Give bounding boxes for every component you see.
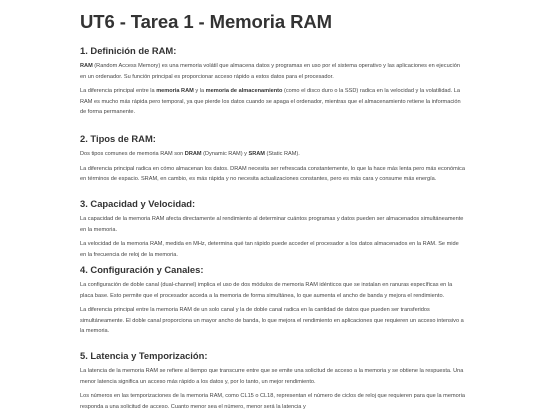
paragraph: La latencia de la memoria RAM se refiere al tiempo que transcurre entre que se emite una solicitud de acceso a la memoria y se obtiene la respuesta. Una menor latencia significa un acceso más rápido a los datos y, por lo tanto, un mejor rendimiento. xyxy=(80,368,464,385)
text-run: (como el disco duro o la SSD) radica en la velocidad y la volatilidad. La RAM es mucho más rápida pero temporal, ya que pierde los datos cuando se apaga el ordenador, mientras que el almacenamiento retiene la información de forma permanente. xyxy=(80,88,461,115)
section-heading: 4. Configuración y Canales: xyxy=(80,264,204,275)
text-run: (Dynamic RAM) y xyxy=(201,151,249,157)
paragraph: La capacidad de la memoria RAM afecta directamente al rendimiento al determinar cuántos programas y datos pueden ser almacenados simultáneamente en la memoria. xyxy=(80,216,464,233)
bold-term: memoria RAM xyxy=(156,88,194,94)
section-heading: 3. Capacidad y Velocidad: xyxy=(80,198,196,209)
paragraph: La diferencia principal entre la memoria RAM de un solo canal y la de doble canal radica en la cantidad de datos que pueden ser transferidos simultáneamente. El doble canal proporciona un mayor ancho de banda, lo que mejora el rendimiento en aplicaciones que requieren un acceso intensivo a la memoria. xyxy=(80,307,464,334)
text-run: La diferencia principal entre la xyxy=(80,88,157,94)
paragraph xyxy=(80,61,465,82)
document-page xyxy=(80,0,465,410)
paragraph: Los números en las temporizaciones de la memoria RAM, como CL15 o CL18, representan el número de ciclos de reloj que requieren para que la memoria responda a una solicitud de acceso. Cuanto menor sea el número, menor será la latencia y xyxy=(80,393,465,410)
section-capacidad-velocidad xyxy=(80,198,465,260)
text-run: (Random Access Memory) es una memoria volátil que almacena datos y programas en uso por el sistema operativo y las aplicaciones en ejecución en un ordenador. Su función principal es proporcionar acceso rápido a estos datos para el procesador. xyxy=(80,63,460,80)
page-title: UT6 - Tarea 1 - Memoria RAM xyxy=(80,11,332,32)
text-run: y la xyxy=(193,88,206,94)
bold-term: SRAM xyxy=(248,151,265,157)
section-definicion-ram xyxy=(80,45,465,118)
section-tipos-ram xyxy=(80,133,465,185)
paragraph: La diferencia principal radica en cómo almacenan los datos. DRAM necesita ser refrescada constantemente, lo que la hace más lenta pero más económica en términos de espacio. SRAM, en cambio, es más rápida y no necesita actualizaciones constantes, pero es más cara y consume más energía. xyxy=(80,165,465,182)
section-latencia-temporizacion xyxy=(80,350,465,412)
section-heading: 1. Definición de RAM: xyxy=(80,45,177,56)
bold-term: memoria de almacenamiento xyxy=(205,88,283,94)
paragraph xyxy=(80,149,465,160)
paragraph: La configuración de doble canal (dual-channel) implica el uso de dos módulos de memoria RAM idénticos que se instalan en ranuras específicas en la placa base. Esto permite que el procesador acceda a la memoria de forma simultánea, lo que aumenta el ancho de banda y mejora el rendimiento. xyxy=(80,282,453,299)
paragraph xyxy=(80,86,465,118)
bold-term: RAM xyxy=(80,63,93,69)
section-configuracion-canales xyxy=(80,264,465,337)
text-run: Dos tipos comunes de memoria RAM son xyxy=(80,151,185,157)
paragraph: La velocidad de la memoria RAM, medida en MHz, determina qué tan rápido puede acceder el procesador a los datos almacenados en la RAM. Se mide en la frecuencia de reloj de la memoria. xyxy=(80,241,459,258)
section-heading: 5. Latencia y Temporización: xyxy=(80,350,208,361)
section-heading: 2. Tipos de RAM: xyxy=(80,133,156,144)
text-run: (Static RAM). xyxy=(264,151,300,157)
bold-term: DRAM xyxy=(184,151,202,157)
